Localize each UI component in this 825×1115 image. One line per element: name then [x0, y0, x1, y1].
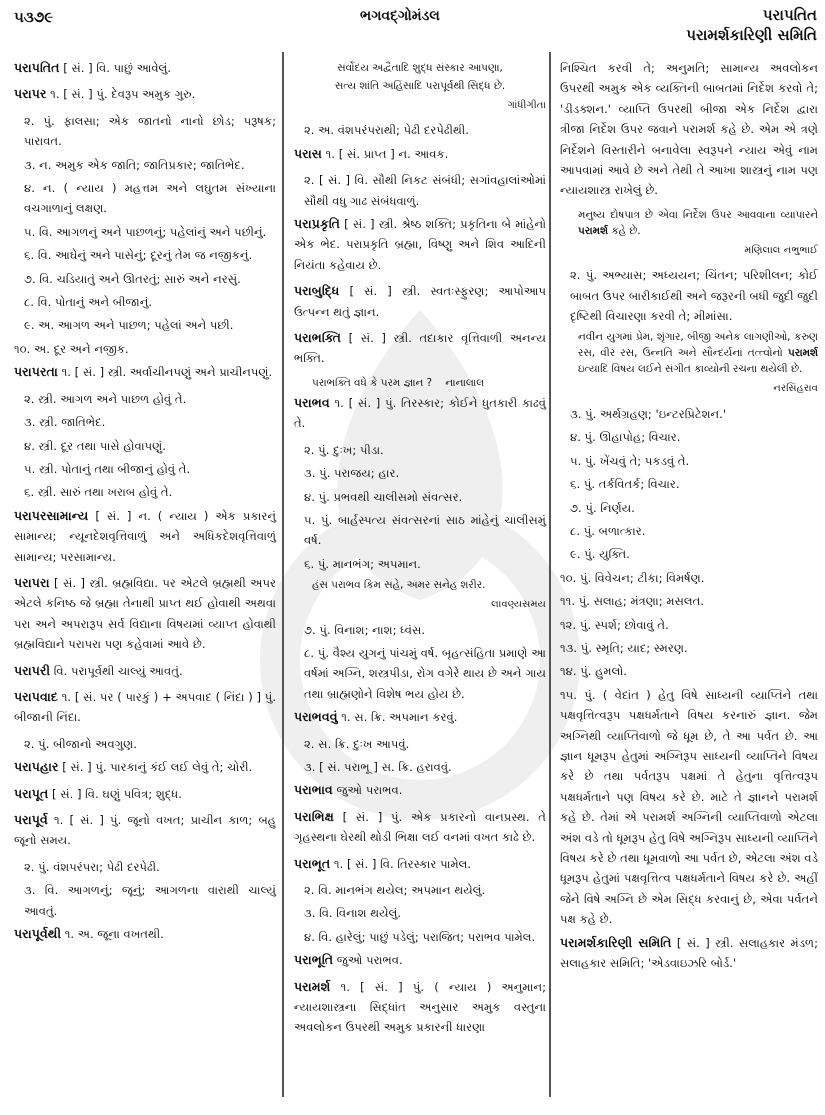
- definition: જુઓ પરાભવ.: [336, 783, 403, 798]
- headword: પરામર્શ: [294, 978, 331, 994]
- definition: [ સં. ] પું. પારકાનું કંઈ લઈ લેવું તે; ચોરી.: [62, 760, 253, 775]
- headword: પરામર્શકારિણી સમિતિ: [560, 934, 672, 950]
- headword: પરાભિક્ષ: [294, 808, 334, 824]
- definition: ૧. [ સં. ] પું. દેવરૂપ અમુક ગુરુ.: [50, 87, 196, 102]
- dictionary-entry: [14, 810, 276, 851]
- sense: ૧૧. પું. સલાહ; મંત્રણા; મસલત.: [560, 594, 705, 609]
- sense: ૭. પું. નિર્ણય.: [570, 500, 635, 515]
- definition: ૧. [ સં. ] સ્ત્રી. અર્વાચીનપણું અને પ્રાચીનપણું.: [61, 365, 273, 380]
- quotation-text: ઇત્યાદિ વિષય લઈને સંગીત કાવ્યોની રચના થયેલી છે.: [578, 363, 803, 376]
- quotation-headword: પરામર્શ: [787, 347, 818, 360]
- sense: ૧૨. પું. સ્પર્શ; છોવાવું તે.: [560, 617, 669, 632]
- definition: ૧. [ સં. ] પું. તિરસ્કાર; કોઈને ધુતકારી કાઢવું તે.: [294, 395, 547, 431]
- headword: પરાપ્રકૃતિ: [294, 216, 341, 232]
- sense: ૩. પું. અર્થગ્રહણ; 'ઇન્ટરપ્રિટેશન.': [570, 406, 727, 421]
- sense: ૬. પું. માનભંગ; અપમાન.: [304, 556, 421, 571]
- dictionary-entry: [294, 393, 546, 434]
- quotation: [560, 207, 818, 239]
- sense: ૫. વિ. આગળનું અને પાછળનું; પહેલાંનું અને પછીનું.: [24, 224, 267, 239]
- definition: [ સં. ] સ્ત્રી. સ્વતઃસ્ફુરણ; આપોઆપ ઉત્પન્ન થતું જ્ઞાન.: [294, 284, 547, 319]
- quotation-text: પરાભક્તિ વધે કે પરમ જ્ઞાન ?: [312, 376, 433, 389]
- quotation: સર્વોદય અદ્વૈતાદિ શુદ્ધ સંસ્કાર આપણા,: [337, 62, 503, 74]
- quotation: [560, 329, 818, 377]
- headword: પરાપરા: [14, 574, 50, 590]
- definition: [ સં. ] પું. એક પ્રકારનો વાનપ્રસ્થ. તે ગૃહસ્થના ઘેરથી થોડી ભિક્ષા લઈ વનમાં વખત કાઢે છે.: [294, 809, 546, 845]
- dictionary-entry: [294, 707, 546, 727]
- definition: ૧. અ. જૂના વખતથી.: [64, 927, 164, 942]
- dictionary-entry: [294, 328, 546, 369]
- sense: ૮. વિ. પોતાનું અને બીજાનું.: [24, 295, 153, 310]
- sense: ૪. ન. ( ન્યાય ) મહત્તમ અને લઘુતમ સંખ્યાના વચગાળાનું લક્ષણ.: [24, 181, 276, 216]
- dictionary-entry: [14, 784, 276, 804]
- definition: ૧. સ. ક્રિ. અપમાન કરવું.: [341, 710, 458, 725]
- sense: ૮. પું. બળાત્કાર.: [570, 523, 646, 538]
- quotation-attribution: મણિલાલ નભુભાઈ: [744, 244, 818, 256]
- definition: ૧. [ સં. ] વિ. તિરસ્કાર પામેલ.: [333, 856, 472, 871]
- headword: પરાપરી: [14, 662, 51, 678]
- definition: ૧. [ સં. પર ( પારકું ) + અપવાદ ( નિંદા ) ] પું. બીજાની નિંદા.: [14, 689, 277, 725]
- quotation: [294, 375, 546, 391]
- sense: ૨. સ્ત્રી. આગળ અને પાછળ હોવું તે.: [24, 391, 187, 406]
- sense: ૧૦. અ. દૂર અને નજીક.: [14, 341, 129, 356]
- sense: ૨. પું. ફાલસા; એક જાતનો નાનો છોડ; પરૂષક; પારાવત.: [24, 113, 276, 149]
- sense: ૨. પું. વંશપરંપરા; પેઢી દરપેઢી.: [24, 859, 160, 874]
- sense: ૩. સ્ત્રી. જાતિભેદ.: [24, 415, 106, 430]
- sense: ૬. પું. તર્કવિતર્ક; વિચાર.: [570, 477, 680, 492]
- sense: ૨. પું. દુઃખ; પીડા.: [304, 442, 384, 457]
- sense: ૬. સ્ત્રી. સારું તથા ખરાબ હોવું તે.: [24, 485, 173, 500]
- sense: ૯. પું. યુક્તિ.: [570, 547, 630, 562]
- book-title: ભગવદ્ગોમંડલ: [360, 8, 440, 24]
- headword: પરાસ: [294, 145, 322, 161]
- dictionary-entry: [14, 924, 276, 944]
- headword: પરાપર: [14, 86, 47, 102]
- sense: ૪. સ્ત્રી. દૂર તથા પાસે હોવાપણું.: [24, 438, 166, 453]
- headword: પરાભક્તિ: [294, 330, 341, 346]
- dictionary-entry: [294, 950, 546, 970]
- sense: ૭. પું. વિનાશ; નાશ; ધ્વંસ.: [304, 622, 426, 637]
- definition: [ સં. ] વિ. પાછું આવેલું.: [63, 61, 172, 75]
- dictionary-entry: [294, 281, 546, 322]
- dictionary-entry: [294, 214, 546, 275]
- quotation-attribution: નરસિંહરાવ: [773, 383, 818, 395]
- headword: પરાપૂત: [14, 785, 49, 801]
- sense: ૬. વિ. આઘેનું અને પાસેનું; દૂરનું તેમ જ નજીકનું.: [24, 248, 253, 263]
- headword: પરાપૂર્વ: [14, 812, 48, 827]
- dictionary-entry: [14, 757, 276, 777]
- sense: ૩. ન. અમુક એક જાતિ; જાતિપ્રકાર; જાતિભેદ.: [24, 157, 245, 172]
- definition: વિ. પરાપૂર્વથી ચાલ્યું આવતું.: [53, 663, 183, 678]
- definition: ૧. [ સં. પ્રાપ્ત ] ન. આવક.: [325, 146, 449, 161]
- column-3: [560, 58, 818, 979]
- headword: પરાભવવું: [294, 709, 338, 725]
- headword: પરાભવ: [294, 394, 330, 410]
- dictionary-entry: [14, 661, 276, 681]
- sense: ૨. [ સં. ] વિ. સૌથી નિકટ સંબંધી; સગાંવહાલાંઓમાં સૌથી વધુ ગાઢ સંબંધવાળું.: [304, 173, 546, 208]
- column-1: [14, 58, 276, 950]
- quotation-attribution: નાનાલાલ: [445, 376, 485, 389]
- headword: પરાપવાદ: [14, 688, 58, 704]
- dictionary-entry: [294, 854, 546, 874]
- headword: પરાભૂત: [294, 855, 331, 871]
- headword: પરાપહાર: [14, 759, 59, 775]
- dictionary-entry: [14, 573, 276, 655]
- definition: ૧. [ સં. ] પું. ( ન્યાય ) અનુમાન; ન્યાયશાસ્ત્રના સિદ્ધાંત અનુસાર અમુક વસ્તુના અવલોકન ઉપરથી અમુક પ્રકારની ધારણા: [294, 979, 546, 1035]
- sense: ૫. પું. ખેંચવું તે; પકડવું તે.: [570, 453, 690, 468]
- sense: ૩. પું. પરાજય; હાર.: [304, 466, 400, 481]
- sense: ૧૪. પું. હુમલો.: [560, 664, 627, 679]
- quotation-text: મનુષ્ય દોષપાત્ર છે એવા નિર્દેશ ઉપર આવવાના વ્યાપારને: [578, 208, 818, 221]
- sense: ૮. પું. વૈશ્ય યુગનું પાંચમું વર્ષ. બૃહત્સંહિતા પ્રમાણે આ વર્ષમાં અગ્નિ, શસ્ત્રપીડા, રોગ વગેરે થાય છે અને ગાય તથા બ્રાહ્મણોને વિશેષ ભય હોય છે.: [304, 645, 546, 701]
- quotation-text: નવીન યુગમાં પ્રેમ, શૃંગાર, બીજી અનેક લાગણીઓ, કરુણ રસ, વીર રસ, ઉન્નતિ અને સૌન્દર્યનાં તત્ત્વોનો: [578, 331, 818, 360]
- page-number: ૫૩૭૯: [14, 8, 54, 26]
- sense: ૨. સ. ક્રિ. દુઃખ આપવું.: [304, 736, 410, 751]
- quotation: સત્ય શાંતિ અહિંસાદિ પરાપૂર્વથી સિદ્ધ છે.: [334, 80, 506, 92]
- sense: ૭. વિ. ચડિયાતું અને ઊતરતું; સારું અને નરસું.: [24, 271, 241, 286]
- sense: ૪. વિ. હારેલું; પાછું પડેલું; પરાજિત; પરાભવ પામેલ.: [304, 929, 536, 944]
- definition: જુઓ પરાભવ.: [336, 953, 403, 968]
- guide-word-last: પરામર્શકારિણી સમિતિ: [686, 26, 817, 44]
- sense: ૨. પું. બીજાનો અવગુણ.: [24, 736, 137, 751]
- quotation-attribution: લાવણ્યસમય: [491, 599, 546, 611]
- dictionary-entry: [294, 977, 546, 1038]
- quotation: હંસ પરાભવ કિમ સહે, અમર સનેહ શરીર.: [312, 579, 486, 592]
- dictionary-entry: [294, 780, 546, 800]
- sense: ૩. વિ. આગળનું; જૂનું; આગળના વારાથી ચાલ્યું આવતું.: [24, 883, 276, 918]
- headword: પરાપૂર્વથી: [14, 926, 62, 942]
- sense: ૧૫. પું. ( વેદાંત ) હેતુ વિષે સાધ્યની વ્યાપ્તિને તથા પક્ષવૃત્તિત્વરૂપ પક્ષધર્મતાને વિષય કરનારું જ્ઞાન. જેમ અગ્નિથી વ્યાપ્તિવાળો જે ધૂમ છે, તે આ પર્વત છે. આ જ્ઞાન ધૂમરૂપ હેતુમાં અગ્નિરૂપ સાધ્યની વ્યાપ્તિને વિષય કરે છે તથા પર્વતરૂપ પક્ષમાં તે હેતુના વૃત્તિત્વરૂપ પક્ષધર્મતાને પણ વિષય કરે છે. માટે તે જ્ઞાનને પરામર્શ કહે છે. તેમાં એ પરામર્શ અગ્નિની વ્યાપ્તિવાળો એટલા અંશ વડે તો ધૂમરૂપ હેતુ વિષે અગ્નિરૂપ સાધ્યની વ્યાપ્તિને વિષય કરે છે તથા ધૂમવાળો આ પર્વત છે, એટલા અંશ વડે ધૂમરૂપ હેતુમાં પક્ષવૃત્તિત્વ પક્ષધર્મતાને વિષય કરે છે. અહીં જેને વિષે અગ્નિ છે એમ સિદ્ધ કરવાનું છે, એવા પર્વતને પક્ષ કહે છે.: [560, 687, 818, 927]
- sense: ૯. અ. આગળ અને પાછળ; પહેલાં અને પછી.: [24, 318, 234, 333]
- sense: ૧૩. પું. સ્મૃતિ; યાદ; સ્મરણ.: [560, 640, 688, 655]
- dictionary-entry: [560, 933, 818, 974]
- headword: પરાભૂતિ: [294, 952, 334, 968]
- sense: ૨. વિ. માનભંગ થયેલ; અપમાન થયેલું.: [304, 883, 486, 897]
- definition: [ સં. ] વિ. ઘણું પવિત્ર; શુદ્ધ.: [51, 786, 182, 801]
- guide-word-first: પરાપતિત: [762, 6, 817, 24]
- sense: ૫. પું. બાર્હસ્પત્ય સંવત્સરનાં સાઠ માંહેનું ચાલીસમું વર્ષ.: [304, 512, 546, 548]
- sense: ૪. પું. પ્રભવથી ચાલીસમો સંવત્સર.: [304, 489, 463, 504]
- definition: [ સં. ] સ્ત્રી. બ્રહ્મવિદ્યા. પર એટલે બ્રહ્મથી અપર એટલે કનિષ્ઠ જે બ્રહ્મા તેનાથી પ્રાપ્ત થઈ હોવાથી અથવા પરા અને અપરારૂપ સર્વ વિદ્યાના વિષયમાં વ્યાપ્ત હોવાથી બ્રહ્મવિદ્યાને પરાપરા પણ કહેવામાં આવે છે.: [14, 575, 276, 652]
- headword: પરાપરતા: [14, 364, 58, 380]
- headword: પરાપતિત: [14, 60, 60, 75]
- definition: [ સં. ] સ્ત્રી. શ્રેષ્ઠ શક્તિ; પ્રકૃતિના બે માંહેનો એક ભેદ. પરાપ્રકૃતિ બ્રહ્મા, વિષ્ણુ અને શિવ આદિની નિયંતા કહેવાય છે.: [294, 217, 546, 272]
- dictionary-entry: [294, 807, 546, 848]
- headword: પરાભાવ: [294, 782, 333, 798]
- sense: ૨. પું. અભ્યાસ; અધ્યયન; ચિંતન; પરિશીલન; કોઈ બાબત ઉપર બારીકાઈથી અને જરૂરની બધી જુદી જુદી દૃષ્ટિથી વિચારણા કરવી તે; મીમાંસા.: [570, 268, 818, 324]
- quotation-headword: પરામર્શ: [578, 224, 609, 237]
- quotation-text: કહે છે.: [608, 224, 641, 237]
- sense: ૫. સ્ત્રી. પોતાનું તથા બીજાનું હોવું તે.: [24, 461, 191, 476]
- definition: ૧. [ સં. ] પું. જૂનો વખત; પ્રાચીન કાળ; બહુ જૂનો સમય.: [14, 813, 276, 848]
- headword: પરાબુદ્ધિ: [294, 283, 340, 299]
- dictionary-entry: [294, 144, 546, 164]
- column-2: [294, 58, 546, 1044]
- sense: ૩. વિ. વિનાશ થયેલું.: [304, 906, 402, 921]
- continued-definition: નિશ્ચિત કરવી તે; અનુમતિ; સામાન્ય અવલોકન ઉપરથી અમુક એક વ્યક્તિની બાબતમાં નિર્દેશ કરવો તે; 'ડીડક્શન.' વ્યાપ્તિ ઉપરથી બીજા એક નિર્દેશ દ્વારા ત્રીજા નિર્દેશ ઉપર જવાને પરામર્શ કહે છે. એમ એ ત્રણે નિર્દેશને વિસ્તારીને બનાવેલા સ્વરૂપને ન્યાય એવું નામ આપવામાં આવે છે અને તેથી તે આખા શાસ્ત્રનું નામ પણ ન્યાયશાસ્ત્ર રાખેલું છે.: [560, 61, 818, 198]
- sense: ૧૦. પું. વિવેચન; ટીકા; વિમર્ષણ.: [560, 570, 705, 585]
- sense: ૪. પું. ઊહાપોહ; વિચાર.: [570, 430, 681, 445]
- definition: [ સં. ] ન. ( ન્યાય ) એક પ્રકારનું સામાન્ય; ન્યૂનદેશવૃત્તિવાળું અને અધિકદેશવૃત્તિવાળું સામાન્ય; પરસામાન્ય.: [14, 508, 277, 564]
- definition: [ સં. ] સ્ત્રી. તદાકાર વૃત્તિવાળી અનન્ય ભક્તિ.: [294, 331, 546, 366]
- quotation-attribution: ગાંધીગીતા: [507, 100, 546, 111]
- dictionary-entry: [14, 506, 276, 567]
- definition: [ સં. ] સ્ત્રી. સલાહકાર મંડળ; સલાહકાર સમિતિ; 'એડવાઇઝરિ બોર્ડ.': [560, 935, 819, 971]
- dictionary-entry: [14, 58, 276, 78]
- sense: ૨. અ. વંશપરંપરાથી; પેઢી દરપેઢીથી.: [304, 123, 469, 138]
- dictionary-entry: [14, 362, 276, 382]
- column-divider: [282, 52, 284, 1097]
- dictionary-entry: [14, 687, 276, 728]
- column-divider: [549, 52, 551, 1097]
- dictionary-entry: [14, 84, 276, 104]
- headword: પરાપરસામાન્ય: [14, 507, 89, 523]
- sense: ૩. [ સં. પરાભૂ ] સ. ક્રિ. હરાવવું.: [304, 759, 452, 774]
